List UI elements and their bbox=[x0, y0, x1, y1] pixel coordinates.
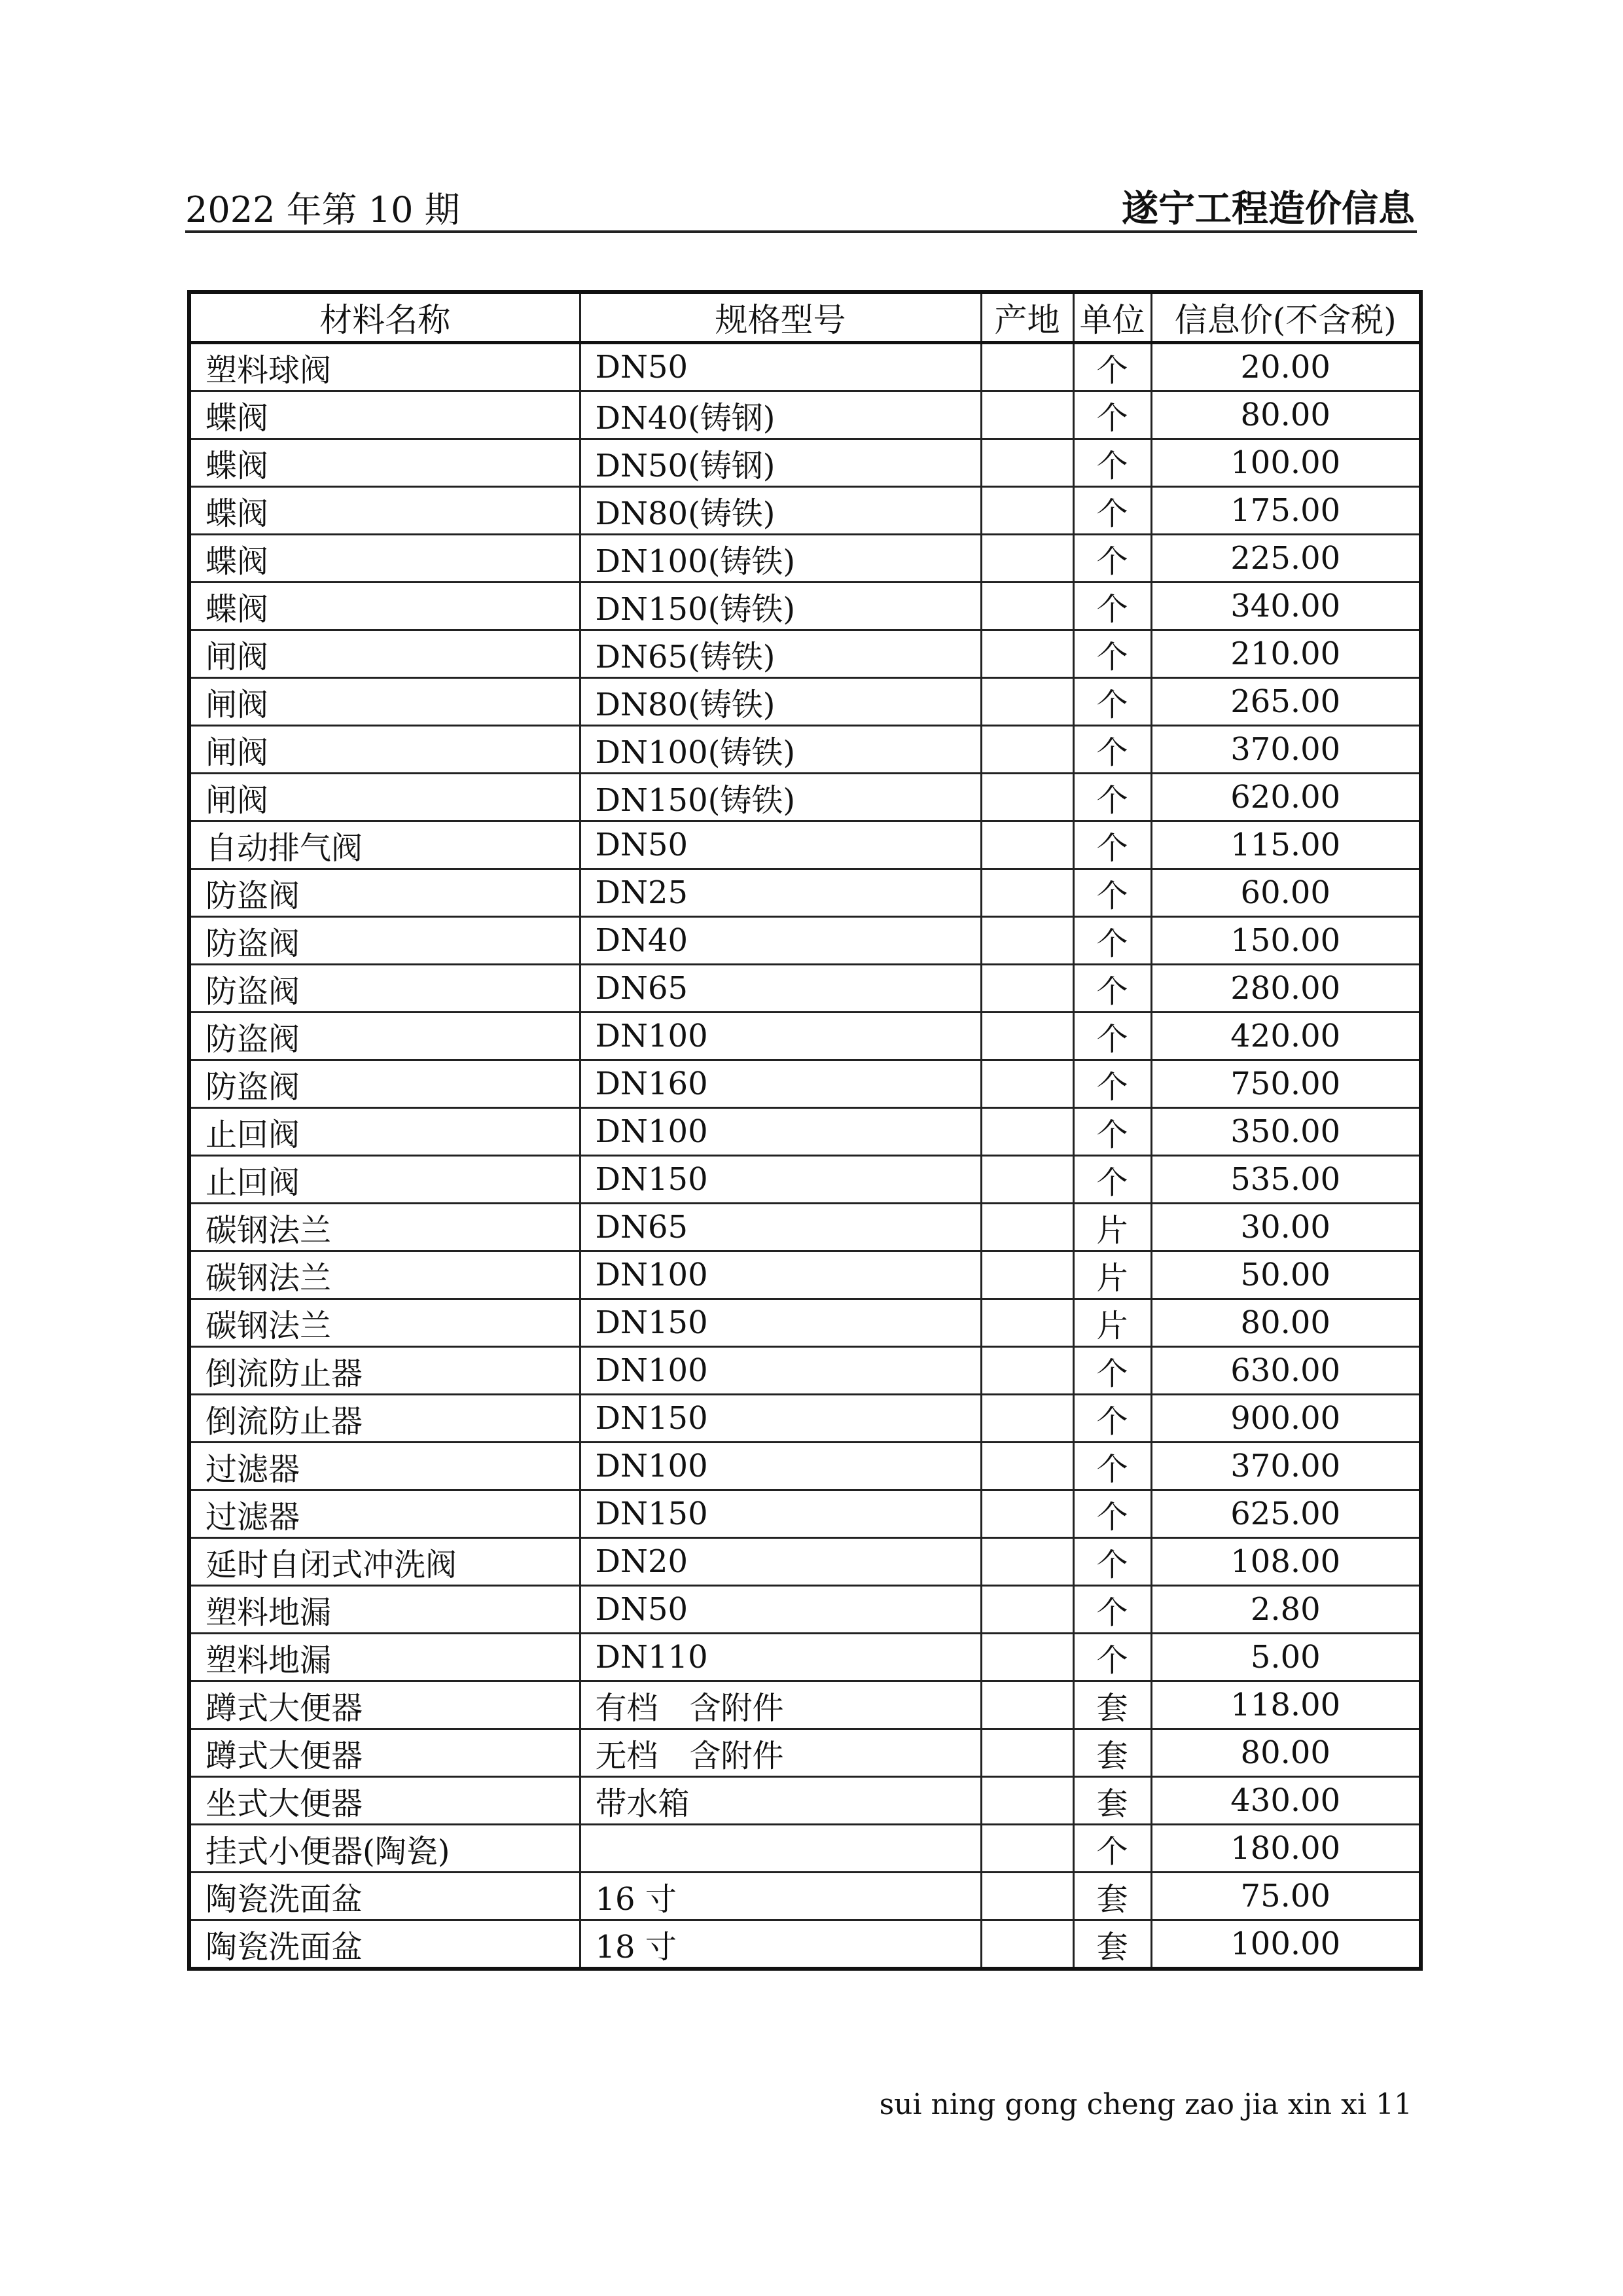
cell-spec: DN50 bbox=[580, 821, 981, 869]
cell-unit: 个 bbox=[1073, 1634, 1151, 1681]
cell-name: 闸阀 bbox=[189, 678, 580, 726]
cell-origin bbox=[981, 391, 1073, 439]
cell-price: 108.00 bbox=[1151, 1538, 1421, 1586]
header-divider bbox=[185, 230, 1417, 233]
cell-origin bbox=[981, 726, 1073, 774]
cell-price: 100.00 bbox=[1151, 439, 1421, 487]
cell-origin bbox=[981, 1204, 1073, 1251]
cell-price: 75.00 bbox=[1151, 1873, 1421, 1920]
cell-origin bbox=[981, 1251, 1073, 1299]
table-row bbox=[189, 1586, 1421, 1634]
cell-name: 陶瓷洗面盆 bbox=[189, 1920, 580, 1969]
table-row bbox=[189, 630, 1421, 678]
cell-unit: 片 bbox=[1073, 1251, 1151, 1299]
table-row bbox=[189, 965, 1421, 1013]
cell-origin bbox=[981, 1060, 1073, 1108]
cell-price: 625.00 bbox=[1151, 1490, 1421, 1538]
cell-origin bbox=[981, 1777, 1073, 1825]
table-row bbox=[189, 343, 1421, 391]
cell-unit: 套 bbox=[1073, 1920, 1151, 1969]
table-row bbox=[189, 487, 1421, 535]
cell-name: 陶瓷洗面盆 bbox=[189, 1873, 580, 1920]
cell-unit: 个 bbox=[1073, 535, 1151, 583]
cell-name: 闸阀 bbox=[189, 774, 580, 821]
cell-price: 350.00 bbox=[1151, 1108, 1421, 1156]
cell-unit: 个 bbox=[1073, 1060, 1151, 1108]
cell-spec: DN65 bbox=[580, 1204, 981, 1251]
table-row bbox=[189, 1299, 1421, 1347]
cell-price: 265.00 bbox=[1151, 678, 1421, 726]
cell-unit: 个 bbox=[1073, 678, 1151, 726]
cell-origin bbox=[981, 1347, 1073, 1395]
cell-unit: 片 bbox=[1073, 1204, 1151, 1251]
cell-origin bbox=[981, 1873, 1073, 1920]
cell-origin bbox=[981, 1920, 1073, 1969]
cell-origin bbox=[981, 821, 1073, 869]
cell-price: 535.00 bbox=[1151, 1156, 1421, 1204]
cell-price: 80.00 bbox=[1151, 1299, 1421, 1347]
table-row bbox=[189, 821, 1421, 869]
cell-name: 过滤器 bbox=[189, 1443, 580, 1490]
table-header-row bbox=[189, 292, 1421, 343]
cell-unit: 个 bbox=[1073, 1825, 1151, 1873]
cell-spec: DN40 bbox=[580, 917, 981, 965]
cell-spec: DN100 bbox=[580, 1347, 981, 1395]
cell-origin bbox=[981, 1156, 1073, 1204]
table-row bbox=[189, 1013, 1421, 1060]
table-row bbox=[189, 678, 1421, 726]
cell-name: 碳钢法兰 bbox=[189, 1251, 580, 1299]
cell-origin bbox=[981, 583, 1073, 630]
cell-origin bbox=[981, 774, 1073, 821]
cell-unit: 个 bbox=[1073, 821, 1151, 869]
cell-origin bbox=[981, 917, 1073, 965]
cell-origin bbox=[981, 1299, 1073, 1347]
table-row bbox=[189, 1538, 1421, 1586]
table-row bbox=[189, 1443, 1421, 1490]
cell-spec: 18 寸 bbox=[580, 1920, 981, 1969]
cell-spec: DN100(铸铁) bbox=[580, 726, 981, 774]
cell-unit: 个 bbox=[1073, 583, 1151, 630]
cell-spec: DN150 bbox=[580, 1156, 981, 1204]
cell-spec: DN20 bbox=[580, 1538, 981, 1586]
cell-price: 60.00 bbox=[1151, 869, 1421, 917]
table-row bbox=[189, 1825, 1421, 1873]
cell-unit: 个 bbox=[1073, 1443, 1151, 1490]
table-row bbox=[189, 774, 1421, 821]
cell-price: 175.00 bbox=[1151, 487, 1421, 535]
cell-price: 2.80 bbox=[1151, 1586, 1421, 1634]
cell-price: 115.00 bbox=[1151, 821, 1421, 869]
table-row bbox=[189, 1156, 1421, 1204]
cell-origin bbox=[981, 1108, 1073, 1156]
cell-price: 150.00 bbox=[1151, 917, 1421, 965]
cell-name: 碳钢法兰 bbox=[189, 1204, 580, 1251]
table-row bbox=[189, 1395, 1421, 1443]
cell-name: 闸阀 bbox=[189, 630, 580, 678]
cell-name: 自动排气阀 bbox=[189, 821, 580, 869]
cell-name: 挂式小便器(陶瓷) bbox=[189, 1825, 580, 1873]
cell-unit: 个 bbox=[1073, 391, 1151, 439]
publication-title: 遂宁工程造价信息 bbox=[1122, 187, 1415, 230]
table-row bbox=[189, 726, 1421, 774]
cell-price: 370.00 bbox=[1151, 726, 1421, 774]
table-row bbox=[189, 439, 1421, 487]
table-row bbox=[189, 391, 1421, 439]
cell-unit: 个 bbox=[1073, 1490, 1151, 1538]
cell-spec: 16 寸 bbox=[580, 1873, 981, 1920]
table-row bbox=[189, 583, 1421, 630]
cell-unit: 个 bbox=[1073, 869, 1151, 917]
cell-origin bbox=[981, 869, 1073, 917]
cell-spec: DN50 bbox=[580, 343, 981, 391]
table-row bbox=[189, 1729, 1421, 1777]
cell-spec bbox=[580, 1825, 981, 1873]
table-row bbox=[189, 1490, 1421, 1538]
cell-unit: 个 bbox=[1073, 1395, 1151, 1443]
cell-spec: DN80(铸铁) bbox=[580, 678, 981, 726]
col-header-price: 信息价(不含税) bbox=[1151, 292, 1421, 343]
table-row bbox=[189, 1873, 1421, 1920]
cell-spec: DN50(铸钢) bbox=[580, 439, 981, 487]
cell-price: 20.00 bbox=[1151, 343, 1421, 391]
cell-spec: DN100(铸铁) bbox=[580, 535, 981, 583]
cell-spec: DN160 bbox=[580, 1060, 981, 1108]
cell-origin bbox=[981, 1490, 1073, 1538]
cell-price: 340.00 bbox=[1151, 583, 1421, 630]
table-row bbox=[189, 535, 1421, 583]
cell-unit: 个 bbox=[1073, 1156, 1151, 1204]
cell-price: 100.00 bbox=[1151, 1920, 1421, 1969]
cell-name: 蝶阀 bbox=[189, 391, 580, 439]
cell-name: 止回阀 bbox=[189, 1108, 580, 1156]
cell-name: 止回阀 bbox=[189, 1156, 580, 1204]
cell-unit: 个 bbox=[1073, 630, 1151, 678]
cell-spec: DN100 bbox=[580, 1013, 981, 1060]
col-header-origin: 产地 bbox=[981, 292, 1073, 343]
cell-name: 延时自闭式冲洗阀 bbox=[189, 1538, 580, 1586]
cell-origin bbox=[981, 487, 1073, 535]
cell-unit: 套 bbox=[1073, 1873, 1151, 1920]
cell-unit: 个 bbox=[1073, 1538, 1151, 1586]
cell-name: 蹲式大便器 bbox=[189, 1729, 580, 1777]
cell-spec: 有档 含附件 bbox=[580, 1681, 981, 1729]
table-row bbox=[189, 1204, 1421, 1251]
cell-spec: DN50 bbox=[580, 1586, 981, 1634]
cell-unit: 个 bbox=[1073, 726, 1151, 774]
cell-price: 80.00 bbox=[1151, 1729, 1421, 1777]
cell-origin bbox=[981, 1443, 1073, 1490]
cell-unit: 套 bbox=[1073, 1681, 1151, 1729]
cell-price: 750.00 bbox=[1151, 1060, 1421, 1108]
cell-name: 防盗阀 bbox=[189, 869, 580, 917]
table-row bbox=[189, 1060, 1421, 1108]
cell-price: 370.00 bbox=[1151, 1443, 1421, 1490]
cell-origin bbox=[981, 1586, 1073, 1634]
cell-price: 620.00 bbox=[1151, 774, 1421, 821]
table-row bbox=[189, 1777, 1421, 1825]
cell-spec: DN100 bbox=[580, 1108, 981, 1156]
cell-unit: 个 bbox=[1073, 1013, 1151, 1060]
cell-name: 蝶阀 bbox=[189, 487, 580, 535]
table-row bbox=[189, 1681, 1421, 1729]
cell-price: 900.00 bbox=[1151, 1395, 1421, 1443]
cell-spec: DN40(铸钢) bbox=[580, 391, 981, 439]
col-header-unit: 单位 bbox=[1073, 292, 1151, 343]
cell-unit: 个 bbox=[1073, 343, 1151, 391]
cell-name: 倒流防止器 bbox=[189, 1395, 580, 1443]
cell-origin bbox=[981, 535, 1073, 583]
cell-spec: DN65(铸铁) bbox=[580, 630, 981, 678]
table-row bbox=[189, 1634, 1421, 1681]
cell-price: 420.00 bbox=[1151, 1013, 1421, 1060]
table-row bbox=[189, 1920, 1421, 1969]
cell-spec: DN150 bbox=[580, 1395, 981, 1443]
cell-price: 180.00 bbox=[1151, 1825, 1421, 1873]
cell-origin bbox=[981, 678, 1073, 726]
table-row bbox=[189, 869, 1421, 917]
cell-name: 闸阀 bbox=[189, 726, 580, 774]
cell-spec: 无档 含附件 bbox=[580, 1729, 981, 1777]
cell-name: 防盗阀 bbox=[189, 917, 580, 965]
cell-origin bbox=[981, 343, 1073, 391]
cell-unit: 个 bbox=[1073, 487, 1151, 535]
cell-origin bbox=[981, 1395, 1073, 1443]
cell-price: 280.00 bbox=[1151, 965, 1421, 1013]
cell-spec: DN150 bbox=[580, 1299, 981, 1347]
cell-price: 225.00 bbox=[1151, 535, 1421, 583]
cell-spec: DN150 bbox=[580, 1490, 981, 1538]
cell-name: 塑料地漏 bbox=[189, 1586, 580, 1634]
cell-price: 80.00 bbox=[1151, 391, 1421, 439]
cell-name: 碳钢法兰 bbox=[189, 1299, 580, 1347]
cell-origin bbox=[981, 1681, 1073, 1729]
cell-origin bbox=[981, 630, 1073, 678]
cell-name: 蝶阀 bbox=[189, 583, 580, 630]
price-table bbox=[187, 290, 1423, 1971]
cell-unit: 个 bbox=[1073, 965, 1151, 1013]
cell-spec: DN110 bbox=[580, 1634, 981, 1681]
cell-price: 50.00 bbox=[1151, 1251, 1421, 1299]
table-row bbox=[189, 917, 1421, 965]
cell-origin bbox=[981, 1729, 1073, 1777]
col-header-spec: 规格型号 bbox=[580, 292, 981, 343]
cell-spec: DN65 bbox=[580, 965, 981, 1013]
cell-price: 5.00 bbox=[1151, 1634, 1421, 1681]
table-row bbox=[189, 1347, 1421, 1395]
issue-label: 2022 年第 10 期 bbox=[185, 189, 460, 230]
cell-unit: 个 bbox=[1073, 439, 1151, 487]
cell-price: 30.00 bbox=[1151, 1204, 1421, 1251]
col-header-name: 材料名称 bbox=[189, 292, 580, 343]
cell-unit: 个 bbox=[1073, 917, 1151, 965]
cell-unit: 片 bbox=[1073, 1299, 1151, 1347]
table-row bbox=[189, 1108, 1421, 1156]
cell-unit: 个 bbox=[1073, 1586, 1151, 1634]
cell-name: 蝶阀 bbox=[189, 439, 580, 487]
cell-origin bbox=[981, 1538, 1073, 1586]
cell-origin bbox=[981, 965, 1073, 1013]
cell-spec: DN80(铸铁) bbox=[580, 487, 981, 535]
cell-spec: DN100 bbox=[580, 1251, 981, 1299]
cell-price: 118.00 bbox=[1151, 1681, 1421, 1729]
cell-origin bbox=[981, 1634, 1073, 1681]
cell-unit: 个 bbox=[1073, 1347, 1151, 1395]
cell-price: 210.00 bbox=[1151, 630, 1421, 678]
table-row bbox=[189, 1251, 1421, 1299]
cell-name: 倒流防止器 bbox=[189, 1347, 580, 1395]
page-footer: sui ning gong cheng zao jia xin xi 11 bbox=[879, 2088, 1412, 2121]
cell-unit: 个 bbox=[1073, 774, 1151, 821]
cell-name: 蝶阀 bbox=[189, 535, 580, 583]
cell-unit: 个 bbox=[1073, 1108, 1151, 1156]
cell-price: 430.00 bbox=[1151, 1777, 1421, 1825]
cell-name: 防盗阀 bbox=[189, 965, 580, 1013]
cell-origin bbox=[981, 439, 1073, 487]
cell-name: 蹲式大便器 bbox=[189, 1681, 580, 1729]
cell-name: 塑料球阀 bbox=[189, 343, 580, 391]
cell-price: 630.00 bbox=[1151, 1347, 1421, 1395]
cell-spec: DN25 bbox=[580, 869, 981, 917]
cell-name: 防盗阀 bbox=[189, 1060, 580, 1108]
cell-unit: 套 bbox=[1073, 1777, 1151, 1825]
cell-name: 坐式大便器 bbox=[189, 1777, 580, 1825]
cell-origin bbox=[981, 1825, 1073, 1873]
cell-spec: DN100 bbox=[580, 1443, 981, 1490]
cell-name: 防盗阀 bbox=[189, 1013, 580, 1060]
cell-spec: 带水箱 bbox=[580, 1777, 981, 1825]
cell-name: 塑料地漏 bbox=[189, 1634, 580, 1681]
cell-spec: DN150(铸铁) bbox=[580, 774, 981, 821]
cell-origin bbox=[981, 1013, 1073, 1060]
cell-spec: DN150(铸铁) bbox=[580, 583, 981, 630]
cell-name: 过滤器 bbox=[189, 1490, 580, 1538]
cell-unit: 套 bbox=[1073, 1729, 1151, 1777]
